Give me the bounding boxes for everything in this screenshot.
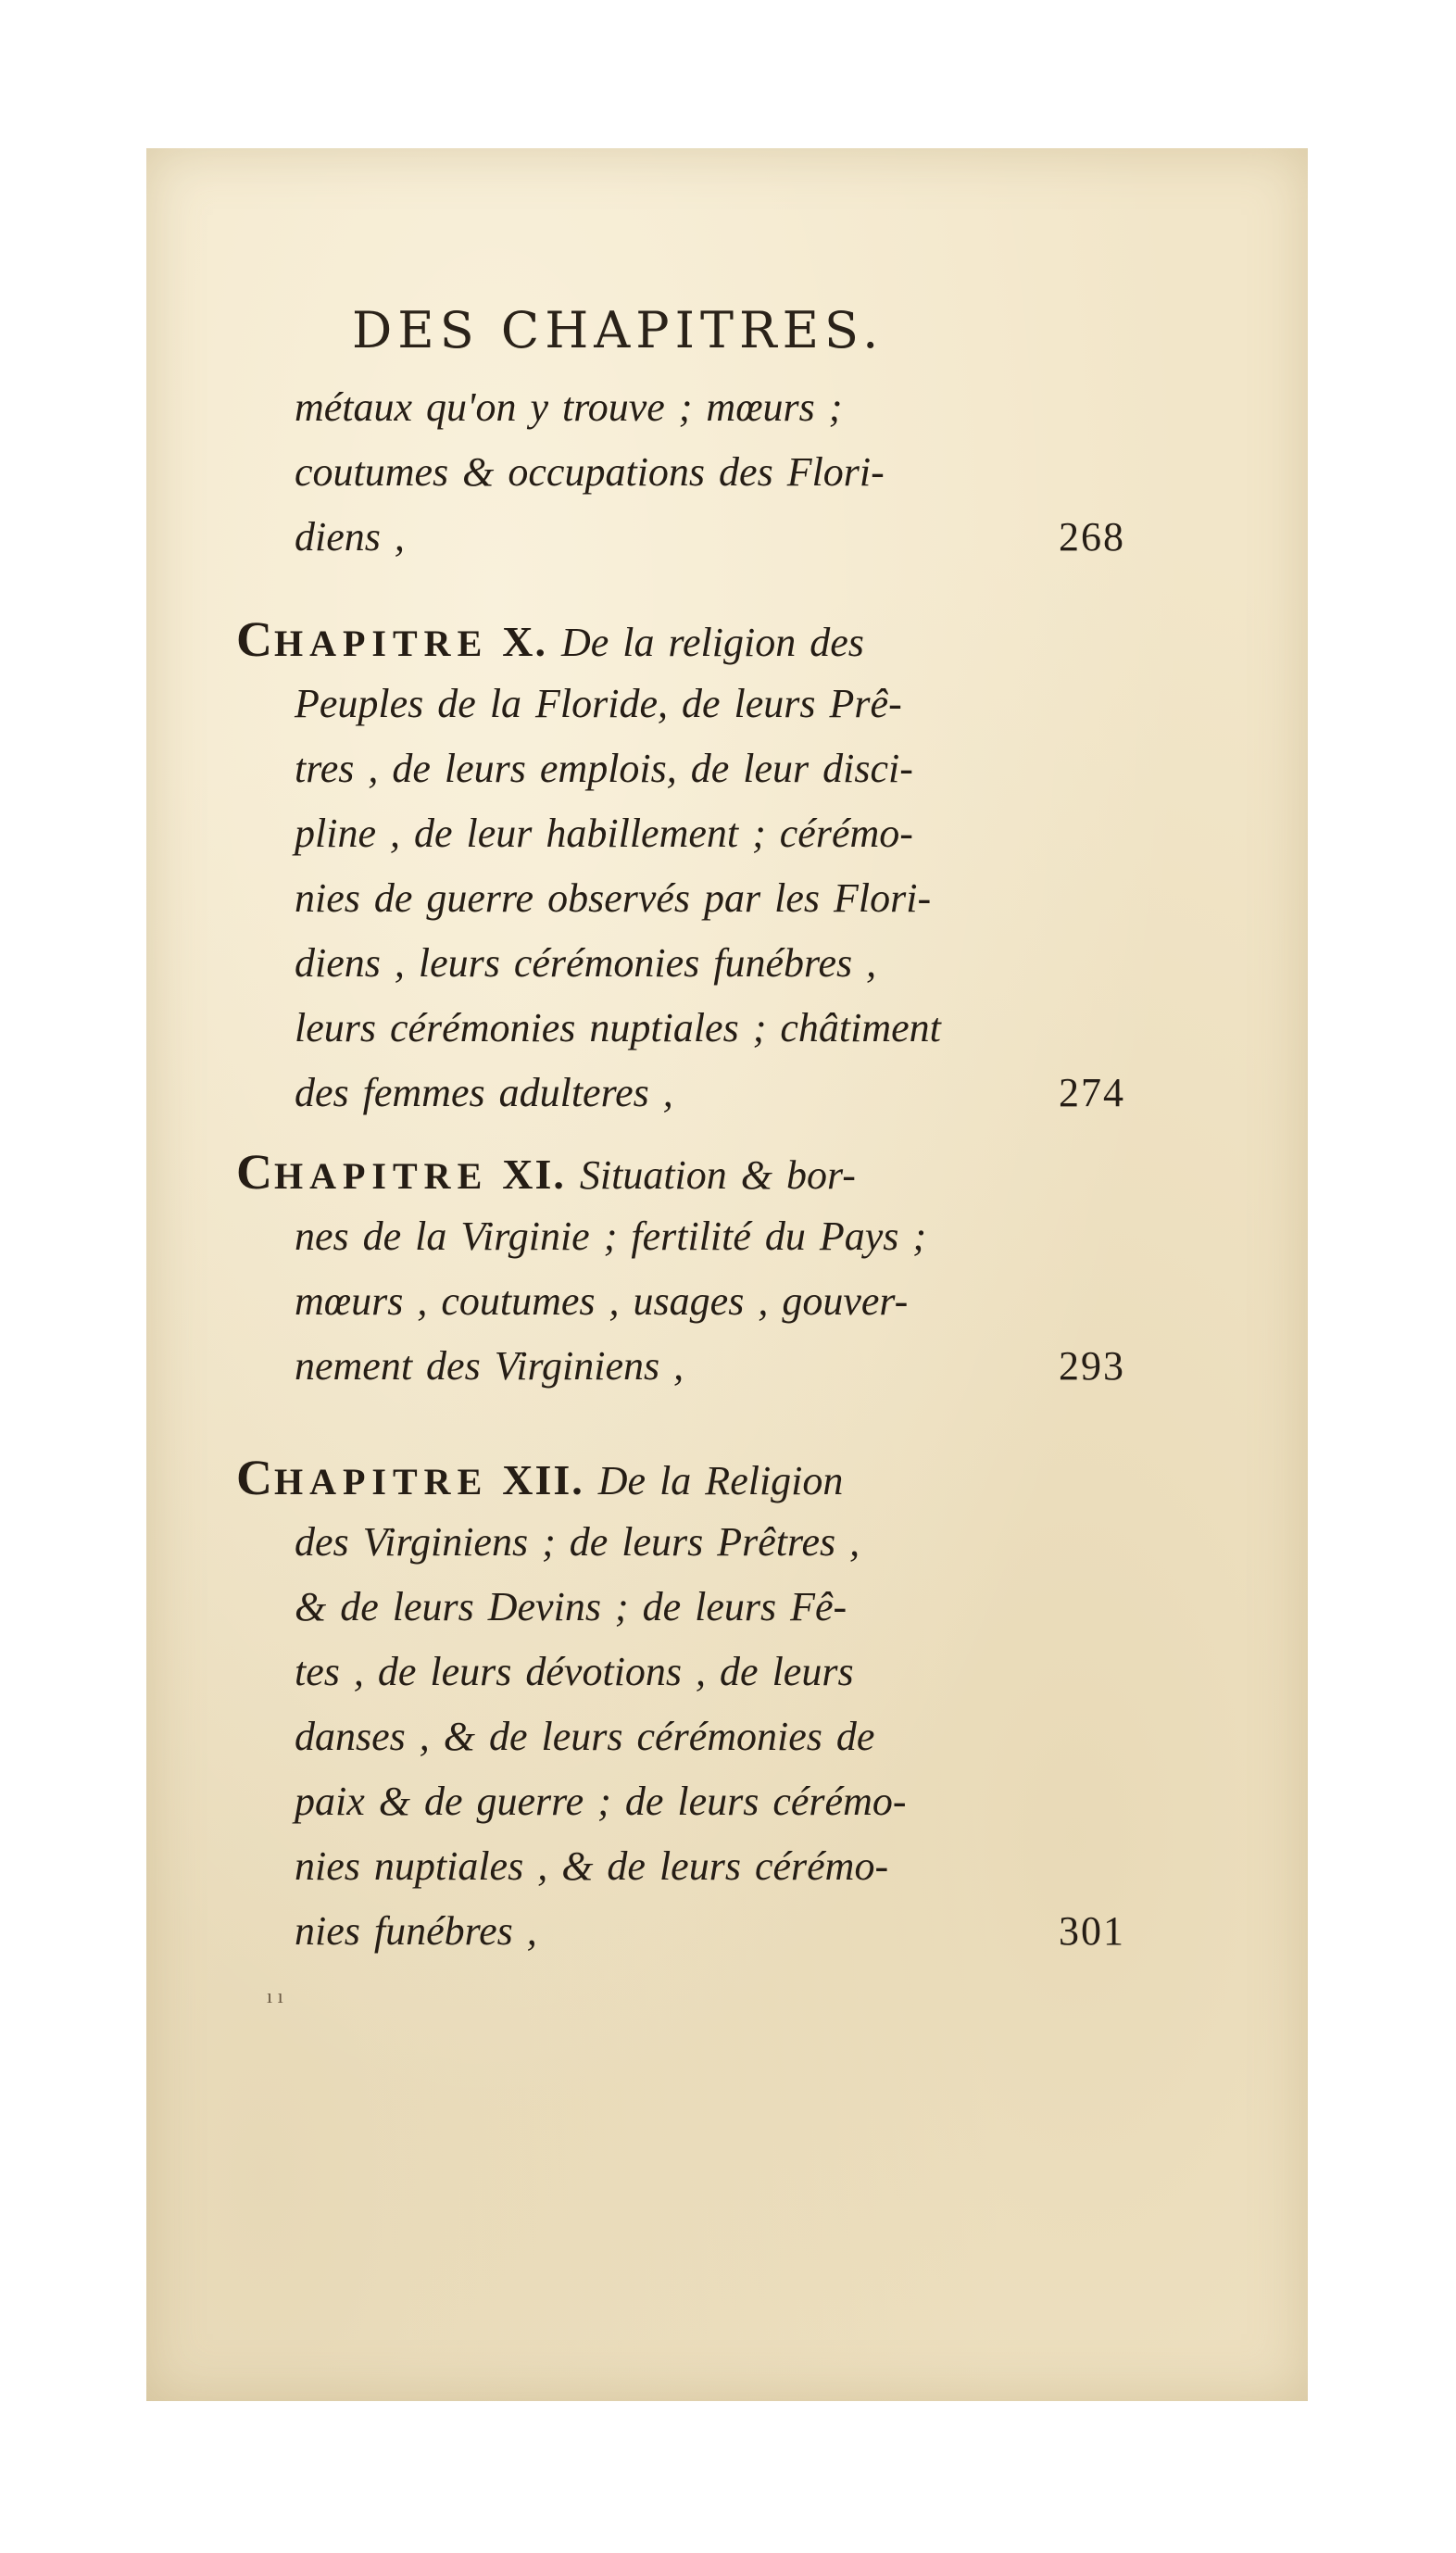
chapter-word: [236, 611, 489, 667]
chapter-number: XI.: [502, 1151, 566, 1198]
chapter-line-text: des femmes adulteres ,: [295, 1070, 673, 1115]
margin-mark: ı ı: [267, 1984, 283, 2007]
chapter-word: [236, 1450, 489, 1505]
page-number: 274: [1059, 1070, 1125, 1115]
chapter-word-rest: HAPITRE: [274, 1155, 489, 1197]
chapter-entry-xi: [236, 1139, 1125, 1399]
chapter-initial: C: [236, 1450, 274, 1505]
chapter-heading-line: [236, 1445, 1125, 1510]
intro-line: coutumes & occupations des Flori-: [295, 449, 885, 495]
chapter-line: mœurs , coutumes , usages , gouver-: [295, 1278, 909, 1324]
chapter-title-start: De la religion des: [560, 620, 864, 665]
chapter-heading-line: [236, 607, 1125, 672]
chapter-entry-xii: [236, 1445, 1125, 1964]
chapter-line: des Virginiens ; de leurs Prêtres ,: [295, 1519, 860, 1565]
chapter-line: & de leurs Devins ; de leurs Fê-: [295, 1584, 847, 1629]
chapter-word: [236, 1144, 489, 1200]
chapter-line-text: nies funébres ,: [295, 1908, 537, 1954]
page-number: 301: [1059, 1908, 1125, 1954]
chapter-line: danses , & de leurs cérémonies de: [295, 1714, 875, 1759]
chapter-line: nies nuptiales , & de leurs cérémo-: [295, 1843, 889, 1889]
chapter-word-rest: HAPITRE: [274, 1461, 489, 1503]
chapter-line: nies de guerre observés par les Flori-: [295, 875, 932, 921]
chapter-line: [236, 1334, 1125, 1399]
chapter-line: leurs cérémonies nuptiales ; châtiment: [295, 1005, 941, 1050]
chapter-line: tres , de leurs emplois, de leur disci-: [295, 746, 913, 791]
page-number: 268: [1059, 514, 1125, 560]
chapter-line: nes de la Virginie ; fertilité du Pays ;: [295, 1214, 927, 1259]
chapter-line: Peuples de la Floride, de leurs Prê-: [295, 681, 902, 726]
chapter-line: pline , de leur habillement ; cérémo-: [295, 811, 913, 856]
chapter-initial: C: [236, 611, 274, 667]
chapter-line: tes , de leurs dévotions , de leurs: [295, 1649, 854, 1694]
chapter-number: X.: [502, 618, 547, 665]
page-heading: DES CHAPITRES.: [352, 301, 885, 359]
chapter-line: [236, 1899, 1125, 1964]
chapter-number: XII.: [502, 1456, 584, 1503]
intro-line: métaux qu'on y trouve ; mœurs ;: [295, 384, 843, 430]
chapter-line: [236, 1061, 1125, 1126]
chapter-word-rest: HAPITRE: [274, 623, 489, 664]
chapter-title-start: De la Religion: [597, 1458, 844, 1503]
intro-line: [236, 505, 1125, 570]
chapter-title-start: Situation & bor-: [579, 1152, 856, 1198]
chapter-initial: C: [236, 1144, 274, 1200]
intro-entry: [236, 375, 1125, 570]
intro-line-text: diens ,: [295, 514, 405, 560]
chapter-heading-line: [236, 1139, 1125, 1204]
chapter-entry-x: [236, 607, 1125, 1126]
chapter-line: paix & de guerre ; de leurs cérémo-: [295, 1779, 907, 1824]
chapter-line: diens , leurs cérémonies funébres ,: [295, 940, 877, 986]
page-number: 293: [1059, 1343, 1125, 1389]
chapter-line-text: nement des Virginiens ,: [295, 1343, 684, 1389]
